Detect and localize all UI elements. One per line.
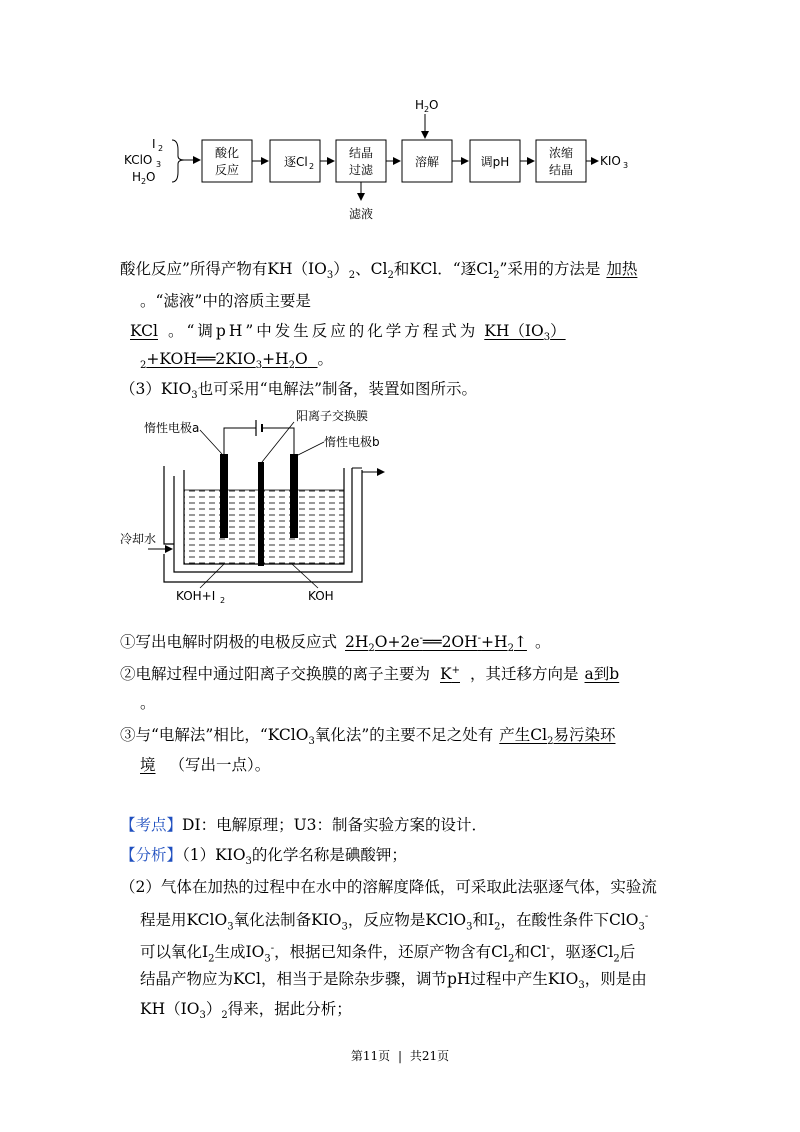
item-2: ②电解过程中通过阳离子交换膜的离子主要为 K+ ，其迁移方向是 a到b [120, 660, 625, 685]
svg-text:3: 3 [156, 160, 162, 169]
electrode-b [290, 454, 298, 538]
svg-text:2: 2 [220, 596, 226, 605]
label-electrode-a: 惰性电极a [144, 421, 200, 435]
svg-text:2: 2 [141, 177, 147, 186]
svg-text:酸化: 酸化 [214, 146, 240, 160]
electrolysis-diagram [118, 410, 408, 610]
question-3: $(3)KIO_3$也可采用“电解法”制备，装置如图所示。 [120, 380, 478, 402]
page-total: 共21页 [409, 1049, 450, 1063]
flow-input-kclo3: KClO [124, 153, 153, 167]
answer-cathode: $2H_2O+2e^-══2OH^-+H_2↑$ [345, 633, 527, 655]
electrode-a [220, 454, 228, 538]
analysis-1: 【分析】$(1)KIO_3$的化学名称是碘酸钾； [120, 846, 407, 868]
answer-heating: 加热 [606, 260, 638, 278]
label-electrode-b: 惰性电极b [324, 435, 380, 449]
label-cooling-water: 冷却水 [120, 532, 157, 546]
page-footer [0, 1047, 800, 1064]
text-line-4: $_2+KOH══2KIO_3+H_2O$ 。 [140, 350, 334, 372]
analysis-3: 程是用KClO$_3$氧化法制备$KIO_3$，反应物是KClO$_3$和$I_2$，在酸性条件下ClO$_3$- [140, 911, 649, 933]
membrane [258, 462, 264, 566]
answer-equation-part1: $KH(IO_3)$ [484, 322, 566, 344]
svg-text:结晶: 结晶 [348, 146, 374, 160]
answer-kcl: KCl [130, 322, 158, 340]
label-right-solution: KOH [308, 589, 334, 603]
flow-input-i2: I [152, 137, 156, 151]
item-3: ③与“电解法”相比，“KClO$_3$氧化法”的主要不足之处有 产生$Cl_2$易污染环 [120, 726, 616, 748]
kaodian-label: 【考点】 [120, 816, 183, 834]
analysis-4: 可以氧化$I_2$生成$IO_3^-$，根据已知条件，还原产物含有$Cl_2$和Cl-，驱逐$Cl_2$后 [140, 943, 636, 965]
flow-filtrate: 滤液 [348, 207, 374, 221]
svg-text:结晶: 结晶 [548, 163, 574, 177]
flow-input-h2o: H [132, 170, 142, 184]
svg-text:O: O [146, 170, 156, 184]
footer-separator: | [397, 1049, 403, 1063]
svg-text:浓缩: 浓缩 [548, 146, 574, 160]
flow-product: KIO [600, 154, 621, 168]
answer-equation-part2: $_2+KOH══2KIO_3+H_2O$ [140, 350, 308, 372]
flow-diagram [118, 92, 638, 232]
svg-text:2: 2 [424, 105, 430, 114]
item-1: ①写出电解时阴极的电极反应式 $2H_2O+2e^-══2OH^-+H_2↑$ 。 [120, 633, 551, 655]
fenxi-label: 【分析】 [120, 846, 183, 864]
page-number: 第11页 [350, 1049, 391, 1063]
analysis-6: $KH(IO_3)_2$得来，据此分析； [140, 1000, 352, 1022]
svg-text:反应: 反应 [214, 163, 240, 177]
label-membrane: 阳离子交换膜 [296, 410, 369, 423]
analysis-2: （2）气体在加热的过程中在水中的溶解度降低，可采取此法驱逐气体，实验流 [120, 878, 657, 896]
svg-text:溶解: 溶解 [414, 155, 440, 169]
answer-direction: a到b [584, 665, 620, 684]
svg-text:2: 2 [309, 162, 315, 171]
svg-text:2: 2 [158, 144, 164, 153]
svg-text:3: 3 [623, 161, 629, 170]
svg-text:过滤: 过滤 [348, 163, 374, 177]
item-3-cont: 境 （写出一点）。 [140, 756, 271, 774]
answer-drawback: 产生$Cl_2$易污染环 [499, 726, 616, 748]
svg-text:逐Cl: 逐Cl [284, 155, 308, 169]
text-line-2: 。“滤液”中的溶质主要是 [140, 292, 311, 310]
answer-drawback-end: 境 [140, 756, 156, 774]
label-left-solution: KOH+I [176, 589, 216, 603]
text-line-3: KCl 。“调pH”中发生反应的化学方程式为 $KH(IO_3)$ [120, 320, 572, 349]
answer-ion: K+ [440, 665, 460, 684]
analysis-5: 结晶产物应为KCl，相当于是除杂步骤，调节pH过程中产生$KIO_3$，则是由 [140, 970, 647, 992]
item-2-end: 。 [140, 694, 156, 712]
svg-text:调pH: 调pH [480, 155, 510, 169]
svg-text:O: O [429, 98, 439, 112]
text-line-1: 酸化反应”所得产物有$KH(IO_3)_2$、$Cl_2$和KCl．“逐$Cl_2$”采用的方法是 加热 [120, 258, 643, 287]
flow-water: H [415, 98, 425, 112]
knowledge-point: 【考点】DI：电解原理；U3：制备实验方案的设计． [120, 816, 487, 834]
